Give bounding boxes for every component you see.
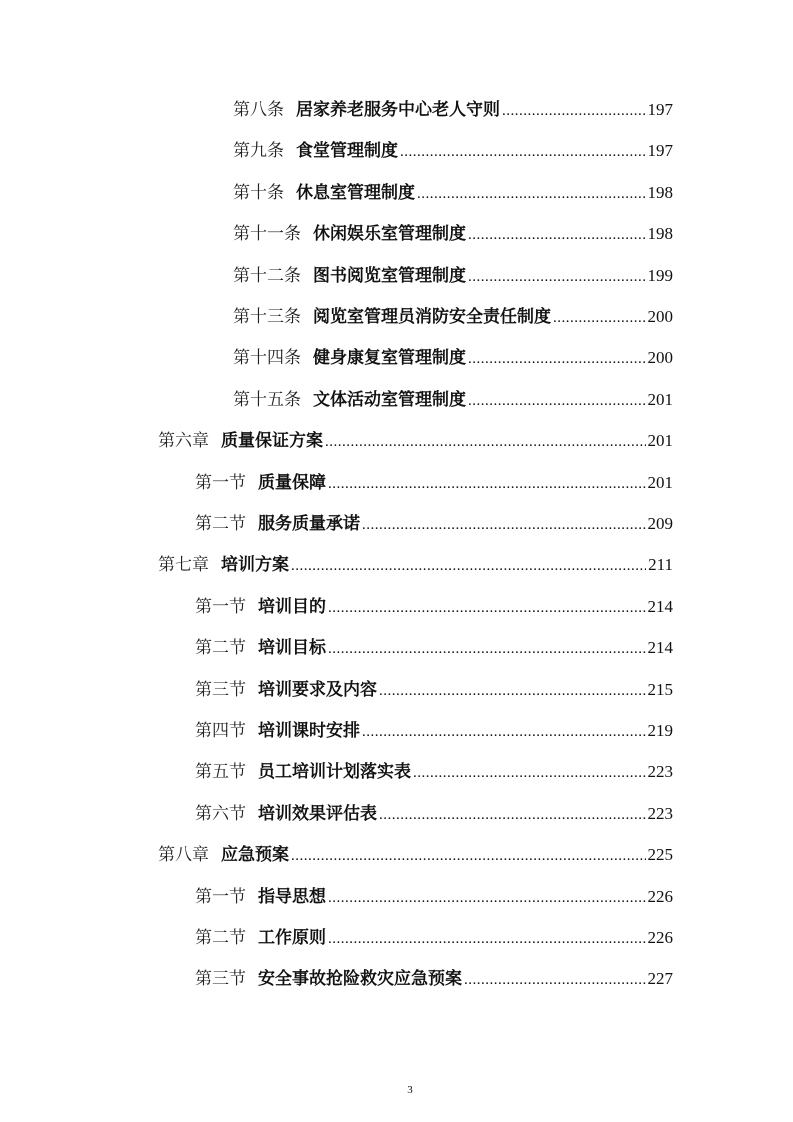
toc-entry-page: 226: [647, 928, 673, 947]
toc-entry-title: 培训方案: [221, 555, 289, 576]
toc-entry[interactable]: [233, 220, 673, 248]
toc-entry-number: 第五节: [195, 762, 246, 783]
toc-entry[interactable]: [195, 800, 673, 828]
toc-entry-number: 第十二条: [233, 265, 301, 286]
toc-entry-number: 第二节: [195, 514, 246, 534]
toc-entry-page: 225: [647, 845, 673, 865]
dot-leader: [362, 511, 646, 539]
dot-leader: [468, 387, 646, 415]
toc-entry-number: 第十四条: [233, 348, 301, 369]
dot-leader: [328, 594, 646, 622]
toc-entry-number: 第二节: [195, 928, 246, 948]
toc-entry-page: 226: [647, 886, 673, 906]
dot-leader: [468, 221, 646, 249]
toc-entry-title: 居家养老服务中心老人守则: [296, 100, 500, 120]
toc-entry-number: 第十一条: [233, 224, 301, 245]
toc-entry[interactable]: [195, 469, 673, 497]
toc-entry-page: 223: [647, 803, 673, 823]
toc-entry-number: 第七章: [158, 555, 209, 576]
toc-entry-page: 211: [648, 555, 673, 575]
toc-entry-page: 223: [647, 762, 673, 782]
toc-entry-title: 培训目标: [258, 638, 326, 659]
dot-leader: [468, 263, 646, 291]
toc-entry-number: 第十条: [233, 182, 284, 203]
toc-entry-page: 209: [647, 514, 673, 533]
toc-entry-number: 第九条: [233, 141, 284, 162]
toc-entry[interactable]: [195, 717, 673, 745]
toc-entry-page: 198: [647, 182, 673, 202]
dot-leader: [291, 842, 646, 870]
toc-entry-title: 工作原则: [258, 928, 326, 948]
dot-leader: [379, 677, 646, 705]
dot-leader: [553, 304, 646, 332]
dot-leader: [417, 180, 646, 208]
toc-entry[interactable]: [195, 593, 673, 621]
dot-leader: [328, 470, 646, 498]
toc-entry-page: 198: [647, 224, 673, 244]
toc-entry-number: 第二节: [195, 638, 246, 659]
toc-entry-title: 安全事故抢险救灾应急预案: [258, 969, 462, 990]
toc-entry-title: 培训目的: [258, 596, 326, 617]
toc-entry-page: 201: [647, 389, 673, 409]
toc-entry-title: 服务质量承诺: [258, 514, 360, 534]
toc-entry[interactable]: [158, 427, 673, 455]
toc-entry[interactable]: [195, 676, 673, 704]
toc-entry-page: 200: [647, 307, 673, 326]
toc-entry-number: 第一节: [195, 886, 246, 907]
toc-entry-title: 图书阅览室管理制度: [313, 265, 466, 286]
toc-entry-title: 应急预案: [221, 845, 289, 866]
toc-entry-page: 201: [647, 431, 673, 451]
toc-entry-page: 214: [647, 638, 673, 658]
toc-entry-title: 指导思想: [258, 886, 326, 907]
dot-leader: [468, 345, 646, 373]
toc-entry[interactable]: [158, 841, 673, 869]
toc-entry[interactable]: [233, 262, 673, 290]
toc-entry-page: 219: [647, 721, 673, 740]
dot-leader: [464, 966, 646, 994]
toc-entry-page: 215: [647, 679, 673, 699]
toc-entry-page: 200: [647, 348, 673, 368]
toc-entry[interactable]: [233, 137, 673, 165]
toc-entry[interactable]: [195, 883, 673, 911]
toc-entry-number: 第一节: [195, 472, 246, 493]
toc-entry-page: 197: [647, 100, 673, 119]
toc-entry[interactable]: [195, 758, 673, 786]
toc-entry-number: 第六节: [195, 803, 246, 824]
toc-entry-page: 199: [647, 265, 673, 285]
dot-leader: [328, 925, 646, 953]
dot-leader: [400, 138, 646, 166]
toc-entry[interactable]: [195, 634, 673, 662]
dot-leader: [362, 718, 646, 746]
dot-leader: [291, 552, 646, 580]
page-number: 3: [407, 1084, 413, 1096]
toc-entry-page: 197: [647, 141, 673, 161]
toc-entry-number: 第十五条: [233, 389, 301, 410]
toc-entry-number: 第十三条: [233, 307, 301, 327]
toc-entry[interactable]: [195, 510, 673, 538]
toc-entry-title: 休息室管理制度: [296, 182, 415, 203]
dot-leader: [328, 884, 646, 912]
toc-entry[interactable]: [195, 924, 673, 952]
dot-leader: [325, 428, 646, 456]
toc-entry-title: 员工培训计划落实表: [258, 762, 411, 783]
toc-entry-title: 文体活动室管理制度: [313, 389, 466, 410]
toc-entry-title: 健身康复室管理制度: [313, 348, 466, 369]
dot-leader: [502, 97, 646, 125]
toc-entry[interactable]: [233, 344, 673, 372]
toc-entry[interactable]: [158, 551, 673, 579]
toc-entry-title: 食堂管理制度: [296, 141, 398, 162]
dot-leader: [379, 801, 646, 829]
toc-entry[interactable]: [233, 179, 673, 207]
dot-leader: [328, 635, 646, 663]
toc-entry-page: 227: [647, 969, 673, 989]
toc-entry-title: 质量保障: [258, 472, 326, 493]
toc-entry-number: 第六章: [158, 431, 209, 452]
toc-entry-title: 培训课时安排: [258, 721, 360, 741]
toc-entry-number: 第八章: [158, 845, 209, 866]
toc-entry[interactable]: [195, 965, 673, 993]
toc-entry-number: 第一节: [195, 596, 246, 617]
toc-entry-page: 201: [647, 472, 673, 492]
toc-entry-number: 第三节: [195, 679, 246, 700]
toc-entry-number: 第三节: [195, 969, 246, 990]
toc-entry-title: 休闲娱乐室管理制度: [313, 224, 466, 245]
toc-entry-title: 培训效果评估表: [258, 803, 377, 824]
toc-entry[interactable]: [233, 303, 673, 331]
toc-entry-page: 214: [647, 596, 673, 616]
toc-entry-title: 质量保证方案: [221, 431, 323, 452]
toc-entry-number: 第四节: [195, 721, 246, 741]
toc-entry-number: 第八条: [233, 100, 284, 120]
toc-entry[interactable]: [233, 96, 673, 124]
dot-leader: [413, 759, 646, 787]
toc-entry-title: 培训要求及内容: [258, 679, 377, 700]
toc-entry[interactable]: [233, 386, 673, 414]
toc-entry-title: 阅览室管理员消防安全责任制度: [313, 307, 551, 327]
